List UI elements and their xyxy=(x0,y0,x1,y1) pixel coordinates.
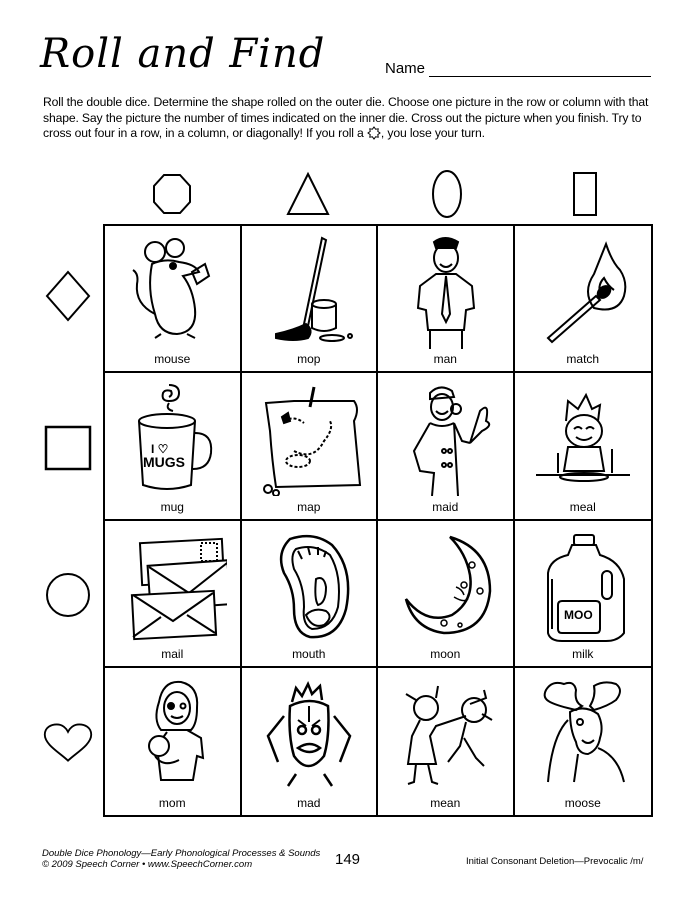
grid-cell-mean[interactable] xyxy=(378,668,515,815)
cell-label: map xyxy=(297,499,321,514)
triangle-icon xyxy=(283,171,333,216)
cell-label: mop xyxy=(297,352,321,367)
map-icon xyxy=(254,381,364,496)
instructions-text-1: Roll the double dice. Determine the shape rolled on the outer die. Choose one picture in the row or column with that shape. Say the picture the number of times indicated on the inner die. Cross out the picture when you finish. Try to cross out four in a row, in a column, or diagonally! If you roll a xyxy=(43,95,649,140)
grid-cell-mad[interactable] xyxy=(242,668,379,815)
name-blank-line[interactable] xyxy=(429,61,651,77)
cell-label: moose xyxy=(564,796,601,810)
picture-grid xyxy=(103,224,653,817)
moose-icon xyxy=(528,676,638,791)
svg-text:I ♡: I ♡ xyxy=(151,442,169,457)
page-title: Roll and Find xyxy=(40,31,326,77)
cell-label: mouse xyxy=(154,352,191,367)
book-title: Double Dice Phonology—Early Phonological Processes & Sounds xyxy=(42,848,321,859)
grid-cell-map[interactable] xyxy=(242,373,379,520)
mean-icon xyxy=(390,676,500,791)
grid-cell-milk[interactable] xyxy=(515,521,652,668)
mouth-icon xyxy=(254,529,364,644)
cell-label: mail xyxy=(161,646,184,661)
instructions xyxy=(43,95,663,142)
cell-label: maid xyxy=(432,499,459,514)
grid-cell-match[interactable] xyxy=(515,226,652,373)
cell-label: mean xyxy=(430,796,461,810)
grid-cell-maid[interactable] xyxy=(378,373,515,520)
copyright: © 2009 Speech Corner • www.SpeechCorner.com xyxy=(42,859,253,870)
oval-icon xyxy=(422,171,472,216)
grid-cell-moose[interactable] xyxy=(515,668,652,815)
cell-label: match xyxy=(566,352,600,367)
footer-credits xyxy=(42,848,320,870)
star-burst-icon xyxy=(367,126,381,140)
maid-icon xyxy=(390,381,500,496)
grid-cell-mug[interactable] xyxy=(105,373,242,520)
instructions-text-2: , you lose your turn. xyxy=(380,126,485,140)
heart-icon xyxy=(42,717,94,769)
name-field xyxy=(385,60,651,77)
grid-cell-man[interactable] xyxy=(378,226,515,373)
square-icon xyxy=(42,422,94,474)
svg-text:MUGS: MUGS xyxy=(143,454,186,471)
milk-icon xyxy=(528,529,638,644)
grid-cell-mop[interactable] xyxy=(242,226,379,373)
meal-icon xyxy=(528,381,638,496)
grid-cell-meal[interactable] xyxy=(515,373,652,520)
page-number: 149 xyxy=(335,851,361,868)
mail-icon xyxy=(117,529,227,644)
diamond-icon xyxy=(42,270,94,322)
cell-label: moon xyxy=(430,646,461,661)
name-label: Name xyxy=(385,60,426,77)
grid-cell-mom[interactable] xyxy=(105,668,242,815)
cell-label: mom xyxy=(158,796,186,810)
cell-label: mad xyxy=(297,796,321,810)
cell-label: mug xyxy=(160,499,184,514)
cell-label: mouth xyxy=(292,646,326,661)
cell-label: meal xyxy=(569,499,596,514)
svg-text:MOO: MOO xyxy=(563,607,593,622)
grid-cell-mouth[interactable] xyxy=(242,521,379,668)
rectangle-icon xyxy=(560,171,610,216)
mad-icon xyxy=(254,676,364,791)
moon-icon xyxy=(390,529,500,644)
mouse-icon xyxy=(117,234,227,349)
grid-cell-moon[interactable] xyxy=(378,521,515,668)
mug-icon xyxy=(117,381,227,496)
octagon-icon xyxy=(147,171,197,216)
circle-icon xyxy=(42,569,94,621)
match-icon xyxy=(528,234,638,349)
cell-label: milk xyxy=(572,646,594,661)
mop-icon xyxy=(254,234,364,349)
grid-cell-mail[interactable] xyxy=(105,521,242,668)
cell-label: man xyxy=(433,352,457,367)
man-icon xyxy=(390,234,500,349)
grid-cell-mouse[interactable] xyxy=(105,226,242,373)
mom-icon xyxy=(117,676,227,791)
section-title: Initial Consonant Deletion—Prevocalic /m/ xyxy=(466,856,644,867)
